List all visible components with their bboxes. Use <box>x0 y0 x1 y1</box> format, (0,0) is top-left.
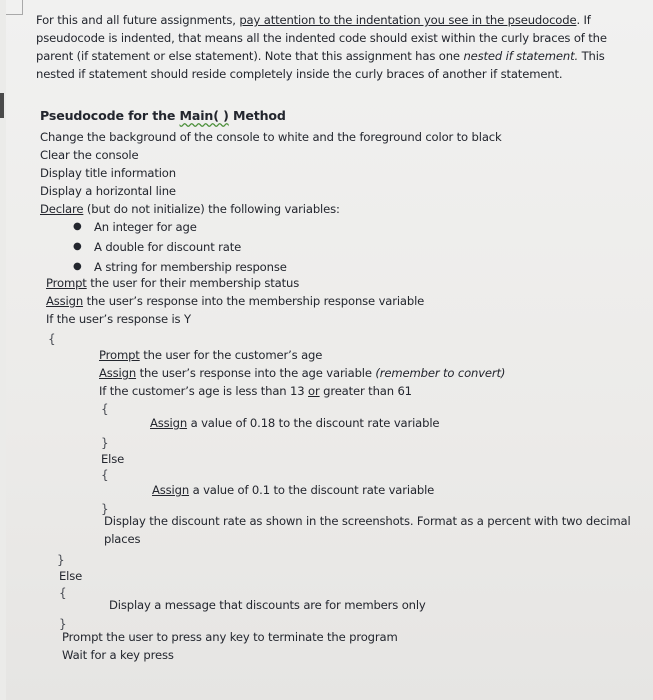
indentation-emphasis: pay attention to the indentation you see in the pseudocode <box>239 13 577 27</box>
display-rate-line-2: places <box>104 532 141 546</box>
intro-line-1 <box>36 12 591 28</box>
assign-keyword: Assign <box>152 483 190 497</box>
if-membership-line: If the user’s response is Y <box>46 312 191 326</box>
variable-item-2: A double for discount rate <box>94 240 242 254</box>
nested-if-emphasis: nested if statement. <box>463 49 579 63</box>
heading-main: Main( ) <box>179 108 229 123</box>
display-rate-line-1: Display the discount rate as shown in the screenshots. Format as a percent with two decimal <box>104 514 631 528</box>
prompt-age-line <box>99 347 322 363</box>
page-corner-mark <box>6 0 23 15</box>
close-brace: } <box>57 553 65 567</box>
prompt-keyword: Prompt <box>46 276 87 290</box>
pseudocode-heading <box>40 108 286 124</box>
declare-rest: (but do not initialize) the following variables: <box>83 202 340 216</box>
variable-item-3: A string for membership response <box>94 260 287 274</box>
display-members-only: Display a message that discounts are for members only <box>109 598 426 612</box>
wait-key-line: Wait for a key press <box>62 648 174 662</box>
step-2: Clear the console <box>40 148 139 162</box>
close-brace: } <box>101 502 109 516</box>
assign-018-line <box>150 415 439 431</box>
assign-keyword: Assign <box>150 416 188 430</box>
assign-membership-line <box>46 293 424 309</box>
if-age-post: greater than 61 <box>319 384 412 398</box>
step-1: Change the background of the console to white and the foreground color to black <box>40 130 502 144</box>
declare-keyword: Declare <box>40 202 84 216</box>
assign-rest: the user’s response into the membership response variable <box>83 294 425 308</box>
prompt-rest: the user for the customer’s age <box>139 348 323 362</box>
step-4: Display a horizontal line <box>40 184 176 198</box>
intro-line-3-text: parent (if statement or else statement). Note that this assignment has one <box>36 49 464 63</box>
assign-rest: a value of 0.1 to the discount rate variable <box>189 483 435 497</box>
assign-keyword: Assign <box>46 294 84 308</box>
intro-line-3 <box>36 48 605 64</box>
if-age-line <box>99 383 412 399</box>
heading-post: Method <box>228 108 286 123</box>
assign-rest: the user’s response into the age variable <box>136 366 376 380</box>
assign-rest: a value of 0.18 to the discount rate variable <box>187 416 440 430</box>
variable-item-1: An integer for age <box>94 220 197 234</box>
bullet-icon: ● <box>73 221 82 232</box>
intro-line-2: pseudocode is indented, that means all the indented code should exist within the curly braces of the <box>36 31 607 45</box>
open-brace: { <box>101 468 109 482</box>
declare-line <box>40 201 340 217</box>
bullet-icon: ● <box>73 261 82 272</box>
assign-age-line <box>99 365 505 381</box>
open-brace: { <box>48 332 56 346</box>
convert-note: (remember to convert) <box>375 366 506 380</box>
prompt-rest: the user for their membership status <box>86 276 300 290</box>
prompt-membership-line <box>46 275 299 291</box>
intro-line-1-text: For this and all future assignments, <box>36 13 240 27</box>
close-brace: } <box>101 436 109 450</box>
open-brace: { <box>59 586 67 600</box>
if-age-pre: If the customer’s age is less than 13 <box>99 384 309 398</box>
step-3: Display title information <box>40 166 176 180</box>
assign-keyword: Assign <box>99 366 137 380</box>
intro-line-3-end: This <box>578 49 605 63</box>
close-brace: } <box>59 617 67 631</box>
assign-01-line <box>152 482 434 498</box>
intro-line-4: nested if statement should reside completely inside the curly braces of another if statement. <box>36 67 563 81</box>
heading-pre: Pseudocode for the <box>40 108 180 123</box>
margin-bar <box>0 93 4 118</box>
inner-else: Else <box>101 452 125 466</box>
bullet-icon: ● <box>73 241 82 252</box>
open-brace: { <box>101 402 109 416</box>
or-keyword: or <box>308 384 320 398</box>
prompt-keyword: Prompt <box>99 348 140 362</box>
intro-line-1-end: . If <box>576 13 591 27</box>
prompt-terminate: Prompt the user to press any key to terminate the program <box>62 630 398 644</box>
outer-else: Else <box>59 569 83 583</box>
